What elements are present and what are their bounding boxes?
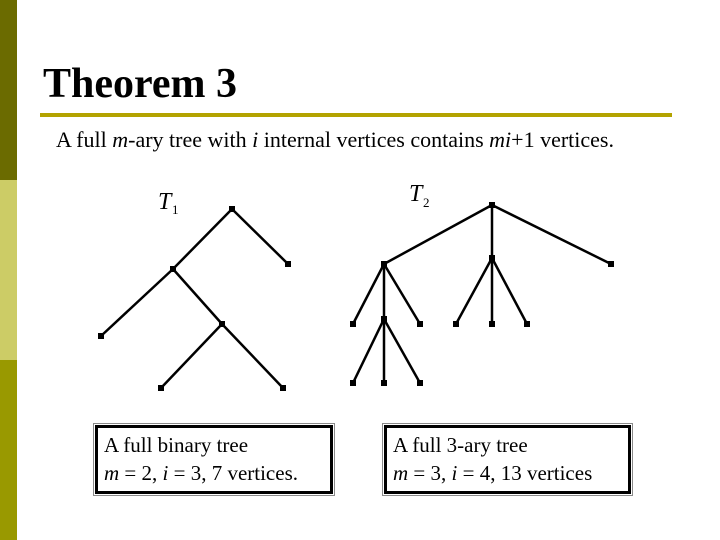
statement-m: m: [112, 127, 129, 152]
edge: [456, 258, 492, 324]
vertex: [350, 380, 356, 386]
caption-i: i: [162, 461, 169, 485]
tree-t1-caption: [95, 425, 333, 494]
tree-t1-caption-line2: [104, 459, 324, 487]
vertex: [285, 261, 291, 267]
caption-i-value: = 4, 13 vertices: [457, 461, 593, 485]
edge: [492, 205, 611, 264]
tree-t1-edges: [101, 209, 288, 388]
slide-title: Theorem 3: [43, 61, 238, 107]
tree-t2-caption-line2: [393, 459, 622, 487]
vertex: [489, 255, 495, 261]
vertex: [489, 321, 495, 327]
vertex: [219, 321, 225, 327]
vertex: [350, 321, 356, 327]
vertex: [229, 206, 235, 212]
statement-suffix: +1 vertices.: [511, 127, 614, 152]
statement-prefix: A full: [56, 127, 113, 152]
caption-m: m: [393, 461, 409, 485]
tree-t1-subscript: 1: [172, 202, 179, 217]
edge: [173, 209, 232, 269]
tree-t2: [350, 181, 614, 386]
edge: [173, 269, 222, 324]
vertex: [417, 380, 423, 386]
tree-t2-caption: [384, 425, 631, 494]
statement-mi: mi: [489, 127, 512, 152]
edge: [161, 324, 222, 388]
vertex: [417, 321, 423, 327]
statement-middle2: internal vertices contains: [258, 127, 490, 152]
edge: [101, 269, 173, 336]
tree-t1-label: T: [158, 189, 172, 215]
vertex: [381, 316, 387, 322]
tree-t1: [98, 189, 291, 391]
tree-t1-caption-line1: A full binary tree: [104, 433, 249, 457]
statement-middle1: -ary tree with: [128, 127, 253, 152]
vertex: [524, 321, 530, 327]
vertex: [98, 333, 104, 339]
edge: [384, 264, 420, 324]
vertex: [280, 385, 286, 391]
edge: [384, 319, 420, 383]
tree-t2-label: T: [409, 181, 423, 207]
vertex: [381, 261, 387, 267]
edge: [232, 209, 288, 264]
caption-m: m: [104, 461, 120, 485]
vertex: [453, 321, 459, 327]
vertex: [608, 261, 614, 267]
tree-t2-subscript: 2: [423, 195, 430, 210]
tree-t2-vertices: [350, 202, 614, 386]
statement-i: i: [252, 127, 259, 152]
vertex: [489, 202, 495, 208]
edge: [384, 205, 492, 264]
edge: [222, 324, 283, 388]
tree-t2-caption-line1: A full 3-ary tree: [393, 433, 528, 457]
vertex: [170, 266, 176, 272]
edge: [492, 258, 527, 324]
caption-m-value: = 2,: [119, 461, 163, 485]
edge: [353, 264, 384, 324]
caption-m-value: = 3,: [408, 461, 452, 485]
tree-t2-edges: [353, 205, 611, 383]
caption-i: i: [451, 461, 458, 485]
caption-i-value: = 3, 7 vertices.: [168, 461, 298, 485]
edge: [353, 319, 384, 383]
tree-t1-vertices: [98, 206, 291, 391]
vertex: [158, 385, 164, 391]
vertex: [381, 380, 387, 386]
